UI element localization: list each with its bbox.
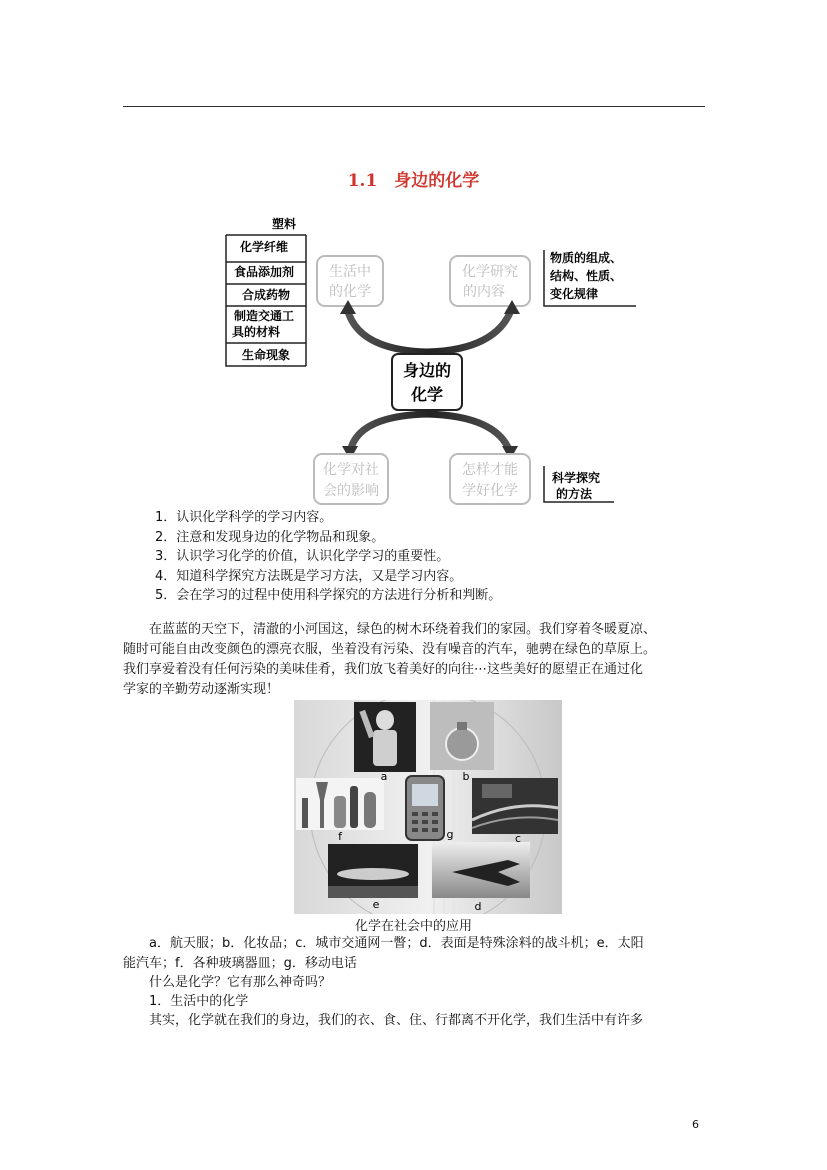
photo-label-f: f <box>338 830 342 843</box>
body-line: 其实，化学就在我们的身边，我们的衣、食、住、行都离不开化学，我们生活中有许多 <box>123 1013 644 1028</box>
research-item-1: 物质的组成、 <box>550 251 623 265</box>
life-item-additive: 食品添加剂 <box>233 265 295 279</box>
header-rule <box>123 106 705 107</box>
concept-map <box>222 210 640 510</box>
learn-item-2: 的方法 <box>556 487 593 501</box>
section-heading: 1．生活中的化学 <box>123 994 249 1009</box>
topic-learn-line1: 怎样才能 <box>462 462 518 478</box>
research-item-2: 结构、性质、 <box>550 269 623 283</box>
question-line: 什么是化学？它有那么神奇吗？ <box>123 975 332 990</box>
life-item-transport-1: 制造交通工 <box>233 309 295 323</box>
photo-caption: 化学在社会中的应用 <box>354 919 472 934</box>
photo-label-c: c <box>514 832 522 845</box>
objective-item: 1．认识化学科学的学习内容。 <box>155 510 333 525</box>
photo-label-e: e <box>372 898 380 911</box>
life-item-life: 生命现象 <box>241 348 291 362</box>
topic-research-line2: 的内容 <box>463 284 505 300</box>
intro-line: 在蓝蓝的天空下，清澈的小河国这，绿色的树木环绕着我们的家园。我们穿着冬暖夏凉、 <box>123 622 657 637</box>
lower-arc <box>350 414 510 452</box>
photo-label-b: b <box>462 770 470 783</box>
intro-line: 学家的辛勤劳动逐渐实现！ <box>123 682 280 697</box>
life-item-medicine: 合成药物 <box>241 288 291 302</box>
center-line2: 化学 <box>410 385 444 404</box>
research-item-3: 变化规律 <box>550 287 599 301</box>
page-title: 1.1 身边的化学 <box>347 171 480 191</box>
topic-society-line2: 会的影响 <box>323 483 379 499</box>
intro-paragraph <box>123 620 713 700</box>
chemistry-applications-photo <box>294 700 562 914</box>
upper-arc <box>347 308 512 352</box>
topic-learn-line2: 学好化学 <box>462 483 518 499</box>
intro-line: 我们享爱着没有任何污染的美味佳肴，我们放飞着美好的向往⋯这些美好的愿望正在通过化 <box>123 662 644 677</box>
legend-line: 能汽车；f．各种玻璃器皿；g．移动电话 <box>123 956 357 971</box>
center-line1: 身边的 <box>402 361 452 380</box>
objective-item: 5．会在学习的过程中使用科学探究的方法进行分析和判断。 <box>155 588 502 603</box>
topic-life-line1: 生活中 <box>329 264 371 280</box>
topic-research-line1: 化学研究 <box>462 264 518 280</box>
topic-society-line1: 化学对社 <box>323 462 379 478</box>
intro-line: 随时可能自由改变颜色的漂亮衣服，坐着没有污染、没有噪音的汽车，驰骋在绿色的草原上。 <box>123 642 657 657</box>
photo-label-g: g <box>446 828 454 841</box>
legend-line: a．航天服；b．化妆品；c．城市交通网一瞥；d．表面是特殊涂料的战斗机；e．太阳 <box>123 936 644 951</box>
life-item-transport-2: 具的材料 <box>231 325 281 339</box>
life-item-plastic: 塑料 <box>271 217 297 231</box>
photo-label-d: d <box>474 900 482 913</box>
topic-life-line2: 的化学 <box>329 284 371 300</box>
objective-item: 4．知道科学探究方法既是学习方法，又是学习内容。 <box>155 568 463 584</box>
learn-item-1: 科学探究 <box>552 471 601 485</box>
objective-item: 3．认识学习化学的价值，认识化学学习的重要性。 <box>155 549 450 564</box>
page-number: 6 <box>692 1118 699 1131</box>
learning-objectives <box>155 508 501 606</box>
objective-item: 2．注意和发现身边的化学物品和现象。 <box>155 529 385 545</box>
life-item-fiber: 化学纤维 <box>239 240 289 254</box>
photo-legend <box>123 934 713 974</box>
photo-label-a: a <box>380 770 388 783</box>
